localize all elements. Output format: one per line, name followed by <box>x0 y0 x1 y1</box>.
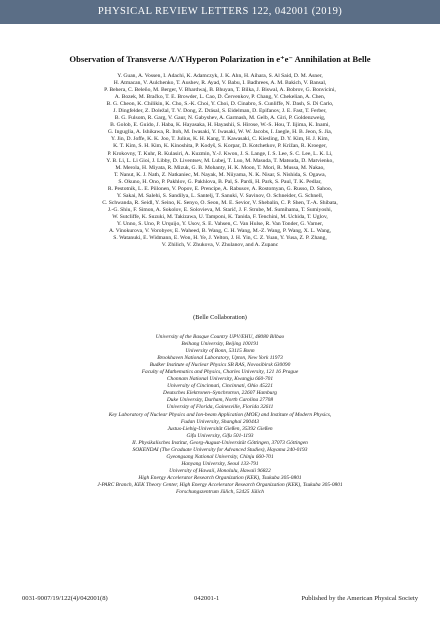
affiliation-line: University of the Basque Country UPV/EHU, 48080 Bilbao <box>155 334 285 340</box>
affiliation-line: Chonnam National University, Kwangju 660-701 <box>166 376 274 383</box>
author-line: Y. Guan, A. Vossen, I. Adachi, K. Adamczyk, J. K. Ahn, H. Aihara, S. Al Said, D. M. Asner, <box>117 73 323 79</box>
paper-title: Observation of Transverse Λ/Λ̄ Hyperon Polarization in e⁺e⁻ Annihilation at Belle <box>69 54 371 64</box>
affiliation-line: Deutsches Elektronen–Synchrotron, 22607 Hamburg <box>163 390 277 397</box>
author-line: B. Golob, E. Guido, J. Haba, K. Hayasaka, H. Hayashii, S. Hirose, W.-S. Hou, T. Iijima, K. Inami, <box>110 122 330 129</box>
affiliation-line: Beihang University, Beijing 100191 <box>181 341 259 348</box>
author-line: Y. Unno, S. Uno, P. Urquijo, Y. Usov, S. E. Vahsen, C. Van Hulse, R. Van Tonder, G. Varner, <box>116 220 324 227</box>
affiliation-list <box>22 334 418 496</box>
affiliation-line: Gifu University, Gifu 501-1193 <box>186 432 254 439</box>
author-line: R. Pestotnik, L. E. Piilonen, V. Popov, E. Prencipe, A. Rabusov, A. Rostomyan, G. Russo, D. Sahoo, <box>107 185 333 192</box>
author-line: Y. B. Li, L. Li Gioi, J. Libby, D. Liventsev, M. Lubej, T. Luo, M. Masuda, T. Matsuda, D. Matvienko, <box>106 157 334 164</box>
author-line: J. Dingfelder, Z. Doležal, T. V. Dong, Z. Drásal, S. Eidelman, D. Epifanov, J. E. Fast, T. Ferber, <box>113 108 327 115</box>
affiliation-line: II. Physikalisches Institut, Georg-August-Universität Göttingen, 37073 Göttingen <box>132 439 308 446</box>
footer-page-number: 042001-1 <box>194 595 220 602</box>
author-line: S. Okuno, H. Ono, P. Pakhlov, G. Pakhlova, B. Pal, S. Pardi, H. Park, S. Paul, T. K. Pedlar, <box>118 178 322 185</box>
author-line: K. T. Kim, S. H. Kim, K. Kinoshita, P. Kodyš, S. Korpar, D. Kotchetkov, P. Križan, R. Kroeger, <box>113 143 327 150</box>
footer-doi: 0031-9007/19/122(4)/042001(8) <box>22 595 108 602</box>
affiliation-line: Justus-Liebig-Universität Gießen, 35392 Gießen <box>167 425 273 432</box>
author-line: Y. Jin, D. Joffe, K. K. Joo, T. Julius, K. H. Kang, T. Kawasaki, C. Kiesling, D. Y. Kim, H. J. Kim, <box>111 136 329 143</box>
author-line: B. G. Fulsom, R. Garg, V. Gaur, N. Gabyshev, A. Garmash, M. Gelb, A. Giri, P. Goldenzweig, <box>114 115 326 122</box>
affiliation-line: SOKENDAI (The Graduate University for Advanced Studies), Hayama 240-0193 <box>132 446 308 453</box>
author-line: S. Watanuki, E. Widmann, E. Won, H. Ye, J. Yelton, J. H. Yin, C. Z. Yuan, Y. Yusa, Z. P. Zhang, <box>113 235 327 242</box>
affiliation-line: University of Hawaii, Honolulu, Hawaii 96822 <box>169 467 271 474</box>
affiliation-line: Fudan University, Shanghai 200443 <box>180 418 260 425</box>
author-line: T. Nanut, K. J. Nath, Z. Natkaniec, M. Nayak, M. Niiyama, N. K. Nisar, S. Nishida, S. Ogawa, <box>113 171 327 178</box>
affiliation-line: Budker Institute of Nuclear Physics SB RAS, Novosibirsk 630090 <box>149 362 291 369</box>
author-line: A. Vinokurova, V. Vorobyev, E. Waheed, B. Wang, C. H. Wang, M.-Z. Wang, P. Wang, X. L. Wang, <box>109 228 331 235</box>
author-line: B. G. Cheon, K. Chilikin, K. Cho, S.-K. Choi, Y. Choi, D. Cinabro, S. Cunliffe, N. Dash, S. Di Carlo, <box>106 101 334 108</box>
author-line: G. Inguglia, A. Ishikawa, R. Itoh, M. Iwasaki, Y. Iwasaki, W. W. Jacobs, I. Jaegle, H. B. Jeon, S. Jia, <box>107 129 333 136</box>
affiliation-line: Brookhaven National Laboratory, Upton, New York 11973 <box>157 355 283 362</box>
affiliation-line: J-PARC Branch, KEK Theory Center, High Energy Accelerator Research Organization (KEK), Tsukuba 305-0801 <box>97 481 343 488</box>
collaboration-name: (Belle Collaboration) <box>193 314 247 321</box>
affiliation-line: University of Bonn, 53115 Bonn <box>185 348 255 355</box>
author-line: M. Merola, H. Miyata, R. Mizuk, G. B. Mohanty, H. K. Moon, T. Mori, R. Mussa, M. Nakao, <box>115 164 325 171</box>
journal-header: PHYSICAL REVIEW LETTERS 122, 042001 (2019) <box>0 0 440 24</box>
author-line: H. Atmacan, V. Aulchenko, T. Aushev, R. Ayad, V. Babu, I. Badhrees, A. M. Bakich, V. Bansal, <box>113 80 327 87</box>
author-line: Y. Sakai, M. Salehi, S. Sandilya, L. Santelj, T. Sanuki, V. Savinov, O. Schneider, G. Schnell, <box>116 192 324 199</box>
affiliation-line: High Energy Accelerator Research Organization (KEK), Tsukuba 305-0801 <box>138 474 302 481</box>
affiliation-line: Gyeongsang National University, Chinju 660-701 <box>166 453 274 460</box>
author-line: V. Zhilich, V. Zhukova, V. Zhulanov, and A. Zupanc <box>161 242 279 249</box>
author-line: P. Behera, C. Beleño, M. Berger, V. Bhardwaj, B. Bhuyan, T. Bilka, J. Biswal, A. Bobrov, G. Bonvicini, <box>104 87 336 94</box>
affiliation-line: Duke University, Durham, North Carolina 27708 <box>166 397 274 404</box>
author-line: J.-G. Shiu, F. Simon, A. Sokolov, E. Solovieva, M. Starič, J. F. Strube, M. Sumihama, T. Sumiyoshi, <box>107 206 333 213</box>
author-line: P. Krokovny, T. Kuhr, R. Kulasiri, A. Kuzmin, Y.-J. Kwon, J. S. Lange, I. S. Lee, S. C. Lee, L. K. Li, <box>107 150 333 157</box>
affiliation-line: University of Cincinnati, Cincinnati, Ohio 45221 <box>167 383 273 390</box>
affiliation-line: Faculty of Mathematics and Physics, Charles University, 121 16 Prague <box>141 369 299 376</box>
affiliation-line: Key Laboratory of Nuclear Physics and Ion-beam Application (MOE) and Institute of Modern Physics, <box>108 411 332 418</box>
author-line: W. Sutcliffe, K. Suzuki, M. Takizawa, U. Tamponi, K. Tanida, F. Tenchini, M. Uchida, T. Uglov, <box>112 213 328 220</box>
footer-publisher: Published by the American Physical Society <box>301 595 418 602</box>
author-list <box>22 73 418 249</box>
author-line: A. Bozek, M. Bračko, T. E. Browder, L. Cao, D. Červenkov, P. Chang, V. Chekelian, A. Chen, <box>114 94 326 101</box>
affiliation-line: Forschungszentrum Jülich, 52425 Jülich <box>175 489 265 496</box>
affiliation-line: Hanyang University, Seoul 133-791 <box>181 460 259 467</box>
author-line: C. Schwanda, R. Seidl, Y. Seino, K. Senyo, O. Seon, M. E. Sevior, V. Shebalin, C. P. Shen, T.-A. Shibata, <box>102 199 338 206</box>
page-footer <box>22 595 418 605</box>
affiliation-line: University of Florida, Gainesville, Florida 32611 <box>166 404 274 411</box>
